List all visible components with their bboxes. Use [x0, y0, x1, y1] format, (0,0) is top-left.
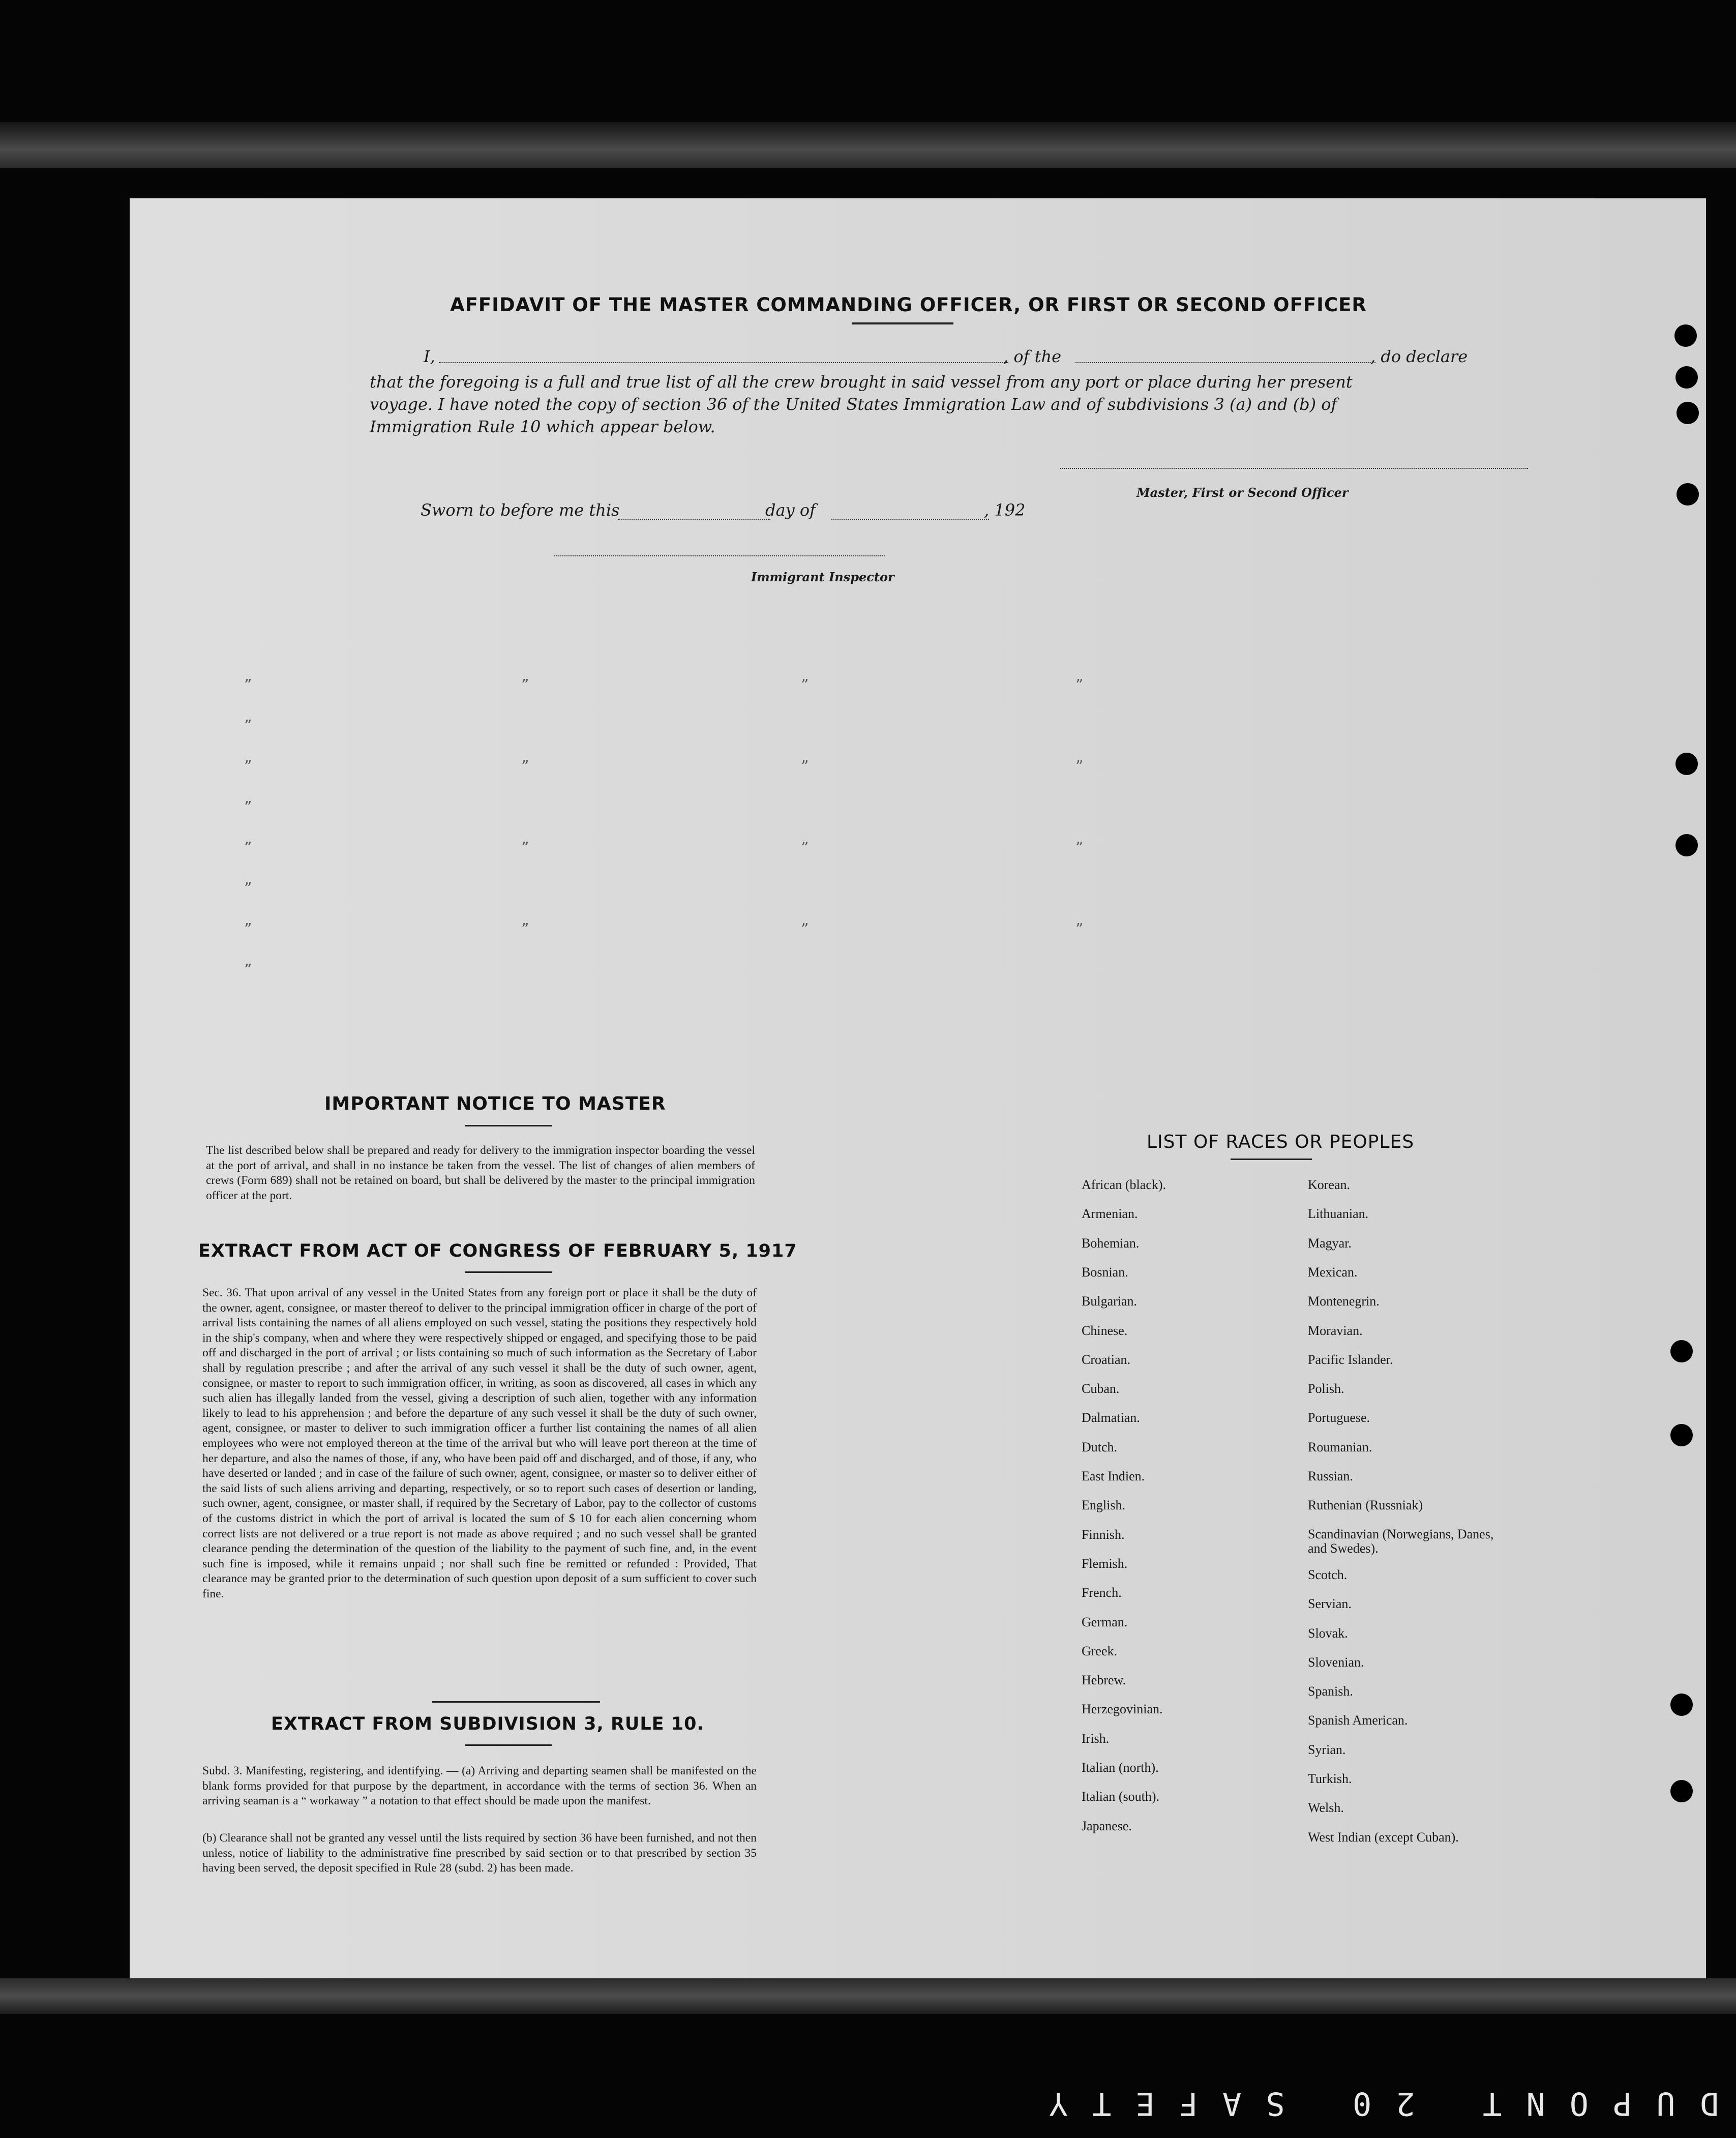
- race-item: Lithuanian.: [1308, 1206, 1369, 1222]
- film-edge-stamp: DUPONT 20 SAFETY: [1024, 2085, 1719, 2122]
- sworn-day-of: day of: [765, 500, 816, 520]
- sworn-day-line: [618, 519, 770, 520]
- act-extract-text: Sec. 36. That upon arrival of any vessel in the United States from any foreign port or place it shall be the duty of the owner, agent, consignee, or master thereof to deliver to the principal immigration officer in charge of the port of arrival lists containing the names of all aliens employed on such vessel, stating the positions they respectively hold in the ship's company, when and where they were respectively shipped or engaged, and specifying those to be paid off and discharged in the port of arrival ; or lists containing so much of such information as the Secretary of Labor shall by regulation prescribe ; and after the arrival of any such vessel it shall be the duty of such owner, agent, consignee, or master to report to such immigration officer, in writing, as soon as discovered, all cases in which any such alien has illegally landed from the vessel, giving a description of such alien, together with any information likely to lead to his apprehension ; and before the departure of any such vessel it shall be the duty of such owner, agent, consignee, or master to deliver to such immigration officer a further list containing the names of all alien employees who were not employed thereon at the time of the arrival but who will leave port thereon at the time of her departure, and also the names of those, if any, who have been paid off and discharged, and of those, if any, who have deserted or landed ; and in case of the failure of such owner, agent, consignee, or master so to deliver either of the said lists of such aliens arriving and departing, respectively, or so to report such cases of desertion or landing, such owner, agent, consignee, or master shall, if required by the Secretary of Labor, pay to the collector of customs of the customs district in which the port of arrival is located the sum of $ 10 for each alien concerning whom correct lists are not delivered or a true report is not made as above required ; and no such vessel shall be granted clearance pending the determination of the question of the liability to the payment of such fine, and, in the event such fine is imposed, while it remains unpaid ; nor shall such fine be remitted or refunded : Provided, That clearance may be granted prior to the determination of such question upon deposit of a sum sufficient to cover such fine.: [202, 1286, 757, 1600]
- race-item: Armenian.: [1082, 1206, 1138, 1222]
- race-item: Bohemian.: [1082, 1235, 1140, 1251]
- race-item: Italian (south).: [1082, 1789, 1160, 1804]
- race-item: Mexican.: [1308, 1264, 1358, 1280]
- vessel-fill-line: [1075, 362, 1375, 363]
- race-item: Polish.: [1308, 1381, 1344, 1397]
- punch-hole: [1670, 1780, 1693, 1802]
- inspector-signature-label: Immigrant Inspector: [751, 570, 894, 584]
- races-rule: [1231, 1159, 1312, 1160]
- punch-hole: [1675, 366, 1698, 389]
- notice-title: IMPORTANT NOTICE TO MASTER: [324, 1093, 666, 1114]
- punch-hole: [1670, 1424, 1693, 1446]
- race-item: Flemish.: [1082, 1556, 1128, 1571]
- race-item: Pacific Islander.: [1308, 1352, 1393, 1367]
- race-item: Hebrew.: [1082, 1673, 1126, 1688]
- race-item: Finnish.: [1082, 1527, 1125, 1542]
- affidavit-line-2: that the foregoing is a full and true list of all the crew brought in said vessel from any port or place during her present: [370, 372, 1353, 392]
- master-signature-line: [1060, 468, 1528, 469]
- race-item: Scotch.: [1308, 1567, 1348, 1582]
- affidavit-line-3: voyage. I have noted the copy of section 36 of the United States Immigration Law and of subdivisions 3 (a) and (b) of: [370, 395, 1337, 414]
- race-item: Moravian.: [1308, 1323, 1363, 1338]
- race-item: German.: [1082, 1614, 1128, 1629]
- sworn-year: , 192: [984, 500, 1026, 520]
- affidavit-of-the: , of the: [1003, 347, 1062, 366]
- race-item: Irish.: [1082, 1731, 1110, 1746]
- race-item: Greek.: [1082, 1643, 1118, 1658]
- race-item: Magyar.: [1308, 1235, 1352, 1251]
- punch-hole: [1670, 1340, 1693, 1362]
- race-item: Russian.: [1308, 1469, 1353, 1483]
- race-item: Scandinavian (Norwegians, Danes, and Swedes).: [1308, 1526, 1494, 1556]
- race-item: Cuban.: [1082, 1381, 1120, 1397]
- title-rule: [852, 322, 953, 324]
- inspector-signature-line: [554, 555, 885, 556]
- document-page: ” ” ” ” ” ” ” ” ” ” ” ” ” ” ” ” ” ” ” ” AFFIDAVIT OF THE MASTER COMMANDING OFFICER, OR FIRST OR SECOND OFFICER I, , of the , do declare that the foregoing is a full and true list of all the crew brought in said vessel from any port or place during her present voyage. I have noted the copy of section 36 of the United States Immigration Law and of subdivisions 3 (a) and (b) of Immigration Rule 10 which appear below. Master, First or Second Officer Sworn to before me this day of , 192 Immigrant Inspector IMPORTANT NOTICE TO MASTER The list described below shall be prepared and ready for delivery to the immigration inspector boarding the vessel at the port of arrival, and shall in no instance be taken from the vessel. The list of changes of alien members of crews (Form 689) shall not be retained on board, but shall be delivered by the master to the principal immigration officer at the port. EXTRACT FROM ACT OF CONGRESS OF FEBRUARY 5, 1917 Sec. 36. That upon arrival of any vessel in the United States from any foreign port or place it shall be the duty of the owner, agent, consignee, or master thereof to deliver to the principal immigration officer in charge of the port of arrival lists containing the names of all aliens employed on such vessel, stating the positions they respectively hold in the ship's company, when and where they were respectively shipped or engaged, and specifying those to be paid off and discharged in the port of arrival ; or lists containing so much of such information as the Secretary of Labor shall by regulation prescribe ; and after the arrival of any such vessel it shall be the duty of such owner, agent, consignee, or master to report to such immigration officer, in writing, as soon as discovered, all cases in which any such alien has illegally landed from the vessel, giving a description of such alien, together with any information likely to lead to his apprehension ; and before the departure of any such vessel it shall be the duty of such owner, agent, consignee, or master to deliver to such immigration officer a further list containing the names of all alien employees who were not employed thereon at the time of the arrival but who will leave port thereon at the time of her departure, and also the names of those, if any, who have been paid off and discharged, and of those, if any, who have deserted or landed ; and in case of the failure of such owner, agent, consignee, or master so to deliver either of the said lists of such aliens arriving and departing, respectively, or so to report such cases of desertion or landing, such owner, agent, consignee, or master shall, if required by the Secretary of Labor, pay to the collector of customs of the customs district in which the port of arrival is located the sum of $ 10 for each alien concerning whom correct lists are not delivered or a true report is not made as above required ; and no such vessel shall be granted clearance pending the determination of the question of the liability to the payment of such fine, and, in the event such fine is imposed, while it remains unpaid ; nor shall such fine be remitted or refunded : Provided, That clearance may be granted prior to the determination of such question upon deposit of a sum sufficient to cover such fine. EXTRACT FROM SUBDIVISION 3, RULE 10. Subd. 3. Manifesting, registering, and identifying. — (a) Arriving and departing seamen shall be manifested on the blank forms provided for that purpose by the department, in accordance with the terms of section 36. When an arriving seaman is a “ workaway ” a notation to that effect should be made upon the manifest. (b) Clearance shall not be granted any vessel until the lists required by section 36 have been furnished, and not then unless, notice of liability to the administrative fine prescribed by said section or to that prescribed by section 35 having been served, the deposit specified in Rule 28 (subd. 2) has been made. LIST OF RACES OR PEOPLES African (black). Armenian. Bohemian. Bosnian. Bulgarian. Chinese. Croatian. Cuban. Dalmatian. Dutch. East Indien. English. Finnish. Flemish. French. German. Greek. Hebrew. Herzegovinian. Irish. Italian (north). Italian (south). Japanese. Korean. Lithuanian. Magyar. Mexican. Montenegrin. Moravian. Pacific Islander. Polish. Portuguese. Roumanian. Russian. Ruthenian (Russniak) Scandinavian (Norwegians, Danes, and Swedes). Scotch. Servian. Slovak. Slovenian. Spanish. Spanish American. Syrian. Turkish. Welsh. West Indian (except Cuban).: [130, 198, 1706, 1978]
- race-item: Korean.: [1308, 1177, 1351, 1192]
- punch-hole: [1675, 834, 1698, 856]
- race-item: Spanish American.: [1308, 1713, 1408, 1728]
- race-item: Slovenian.: [1308, 1654, 1364, 1670]
- race-item: Ruthenian (Russniak): [1308, 1498, 1423, 1513]
- race-item: Bosnian.: [1082, 1264, 1128, 1280]
- race-item: Montenegrin.: [1308, 1294, 1380, 1309]
- race-item: Dalmatian.: [1082, 1410, 1140, 1426]
- sworn-month-line: [831, 519, 989, 520]
- affidavit-do-declare: , do declare: [1370, 347, 1468, 366]
- affidavit-title: AFFIDAVIT OF THE MASTER COMMANDING OFFICER, OR FIRST OR SECOND OFFICER: [450, 294, 1367, 316]
- race-item: Italian (north).: [1082, 1760, 1159, 1775]
- race-item: Slovak.: [1308, 1625, 1348, 1641]
- punch-hole: [1677, 402, 1699, 424]
- race-item: Welsh.: [1308, 1800, 1344, 1816]
- rule-extract-title: EXTRACT FROM SUBDIVISION 3, RULE 10.: [271, 1714, 704, 1734]
- race-item: East Indien.: [1082, 1469, 1145, 1483]
- film-strip-top: [0, 122, 1736, 168]
- race-item: Japanese.: [1082, 1818, 1132, 1833]
- act-extract-rule: [465, 1271, 552, 1273]
- rule-extract-text-a: Subd. 3. Manifesting, registering, and identifying. — (a) Arriving and departing seamen shall be manifested on the blank forms provided for that purpose by the department, in accordance with the terms of section 36. When an arriving seaman is a “ workaway ” a notation to that effect should be made upon the manifest.: [202, 1764, 757, 1807]
- sworn-label: Sworn to before me this: [421, 500, 620, 520]
- affidavit-line-4: Immigration Rule 10 which appear below.: [370, 417, 715, 436]
- race-item: Roumanian.: [1308, 1439, 1372, 1454]
- notice-rule: [465, 1125, 552, 1126]
- race-item: French.: [1082, 1585, 1122, 1600]
- race-item: African (black).: [1082, 1177, 1166, 1192]
- race-item: Dutch.: [1082, 1439, 1118, 1454]
- race-item: Portuguese.: [1308, 1410, 1370, 1426]
- notice-text: The list described below shall be prepared and ready for delivery to the immigration inspector boarding the vessel at the port of arrival, and shall in no instance be taken from the vessel. The list of changes of alien members of crews (Form 689) shall not be retained on board, but shall be delivered by the master to the principal immigration officer at the port.: [206, 1144, 755, 1202]
- race-item: English.: [1082, 1498, 1125, 1513]
- act-extract-title: EXTRACT FROM ACT OF CONGRESS OF FEBRUARY 5, 1917: [198, 1241, 797, 1261]
- race-item: Spanish.: [1308, 1684, 1353, 1699]
- races-title: LIST OF RACES OR PEOPLES: [1147, 1132, 1415, 1152]
- race-item: Bulgarian.: [1082, 1294, 1138, 1309]
- punch-hole: [1674, 324, 1697, 347]
- rule-extract-rule: [465, 1744, 552, 1746]
- rule-extract-text-b: (b) Clearance shall not be granted any vessel until the lists required by section 36 have been furnished, and not then unless, notice of liability to the administrative fine prescribed by said section or to that prescribed by section 35 having been served, the deposit specified in Rule 28 (subd. 2) has been made.: [202, 1831, 757, 1875]
- race-item: West Indian (except Cuban).: [1308, 1829, 1459, 1845]
- race-item: Herzegovinian.: [1082, 1702, 1163, 1717]
- punch-hole: [1677, 483, 1699, 506]
- race-item: Chinese.: [1082, 1323, 1128, 1338]
- rule-separator: [432, 1701, 600, 1703]
- race-item: Syrian.: [1308, 1742, 1346, 1757]
- punch-hole: [1670, 1694, 1693, 1716]
- race-item: Servian.: [1308, 1596, 1352, 1612]
- film-strip-bottom: [0, 1978, 1736, 2014]
- master-signature-label: Master, First or Second Officer: [1136, 485, 1349, 500]
- name-fill-line: [439, 362, 1008, 363]
- race-item: Turkish.: [1308, 1771, 1352, 1786]
- punch-hole: [1675, 753, 1698, 775]
- affidavit-i-label: I,: [424, 347, 435, 366]
- race-item: Croatian.: [1082, 1352, 1131, 1367]
